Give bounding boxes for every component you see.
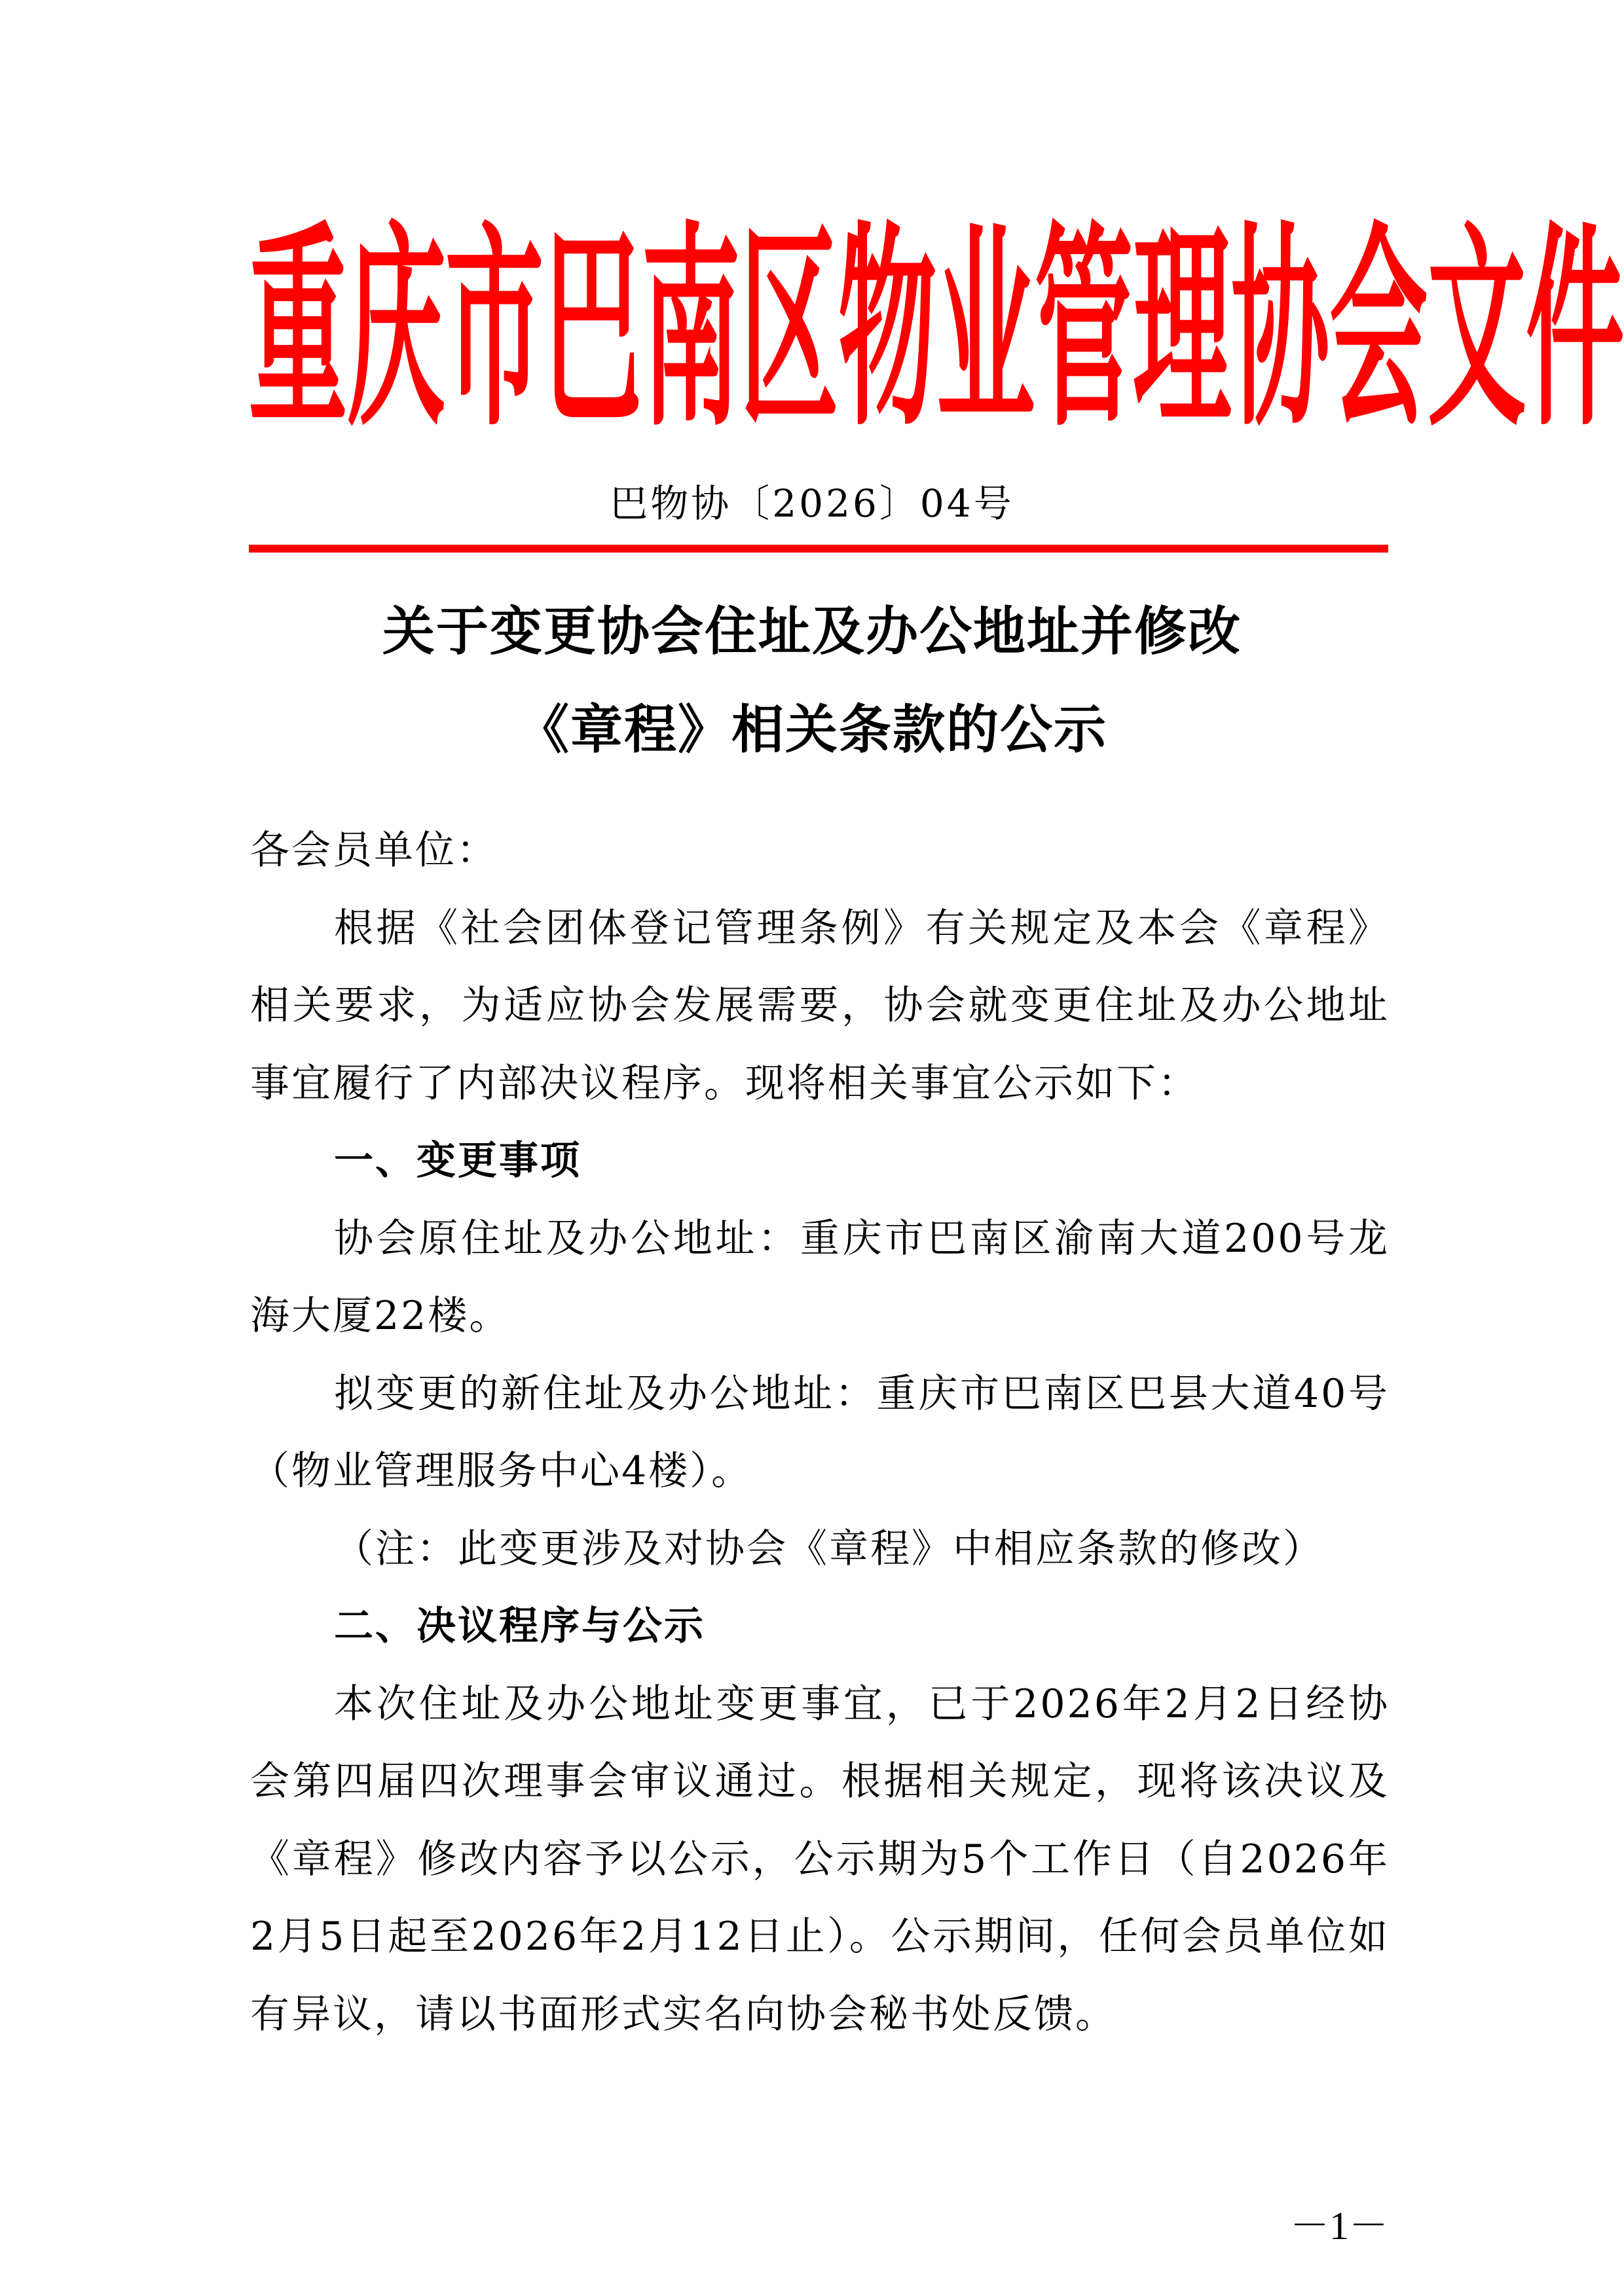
section-1-heading: 一、变更事项 — [334, 1138, 581, 1184]
intro-paragraph: 根据《社会团体登记管理条例》有关规定及本会《章程》相关要求，为适应协会发展需要，协会就变更住址及办公地址事宜履行了内部决议程序。现将相关事宜公示如下： — [250, 905, 1390, 1106]
org-masthead-title — [249, 205, 1624, 456]
masthead-char: 管 — [1035, 205, 1134, 456]
page-number: －1－ — [1290, 2204, 1388, 2248]
section-2-heading: 二、决议程序与公示 — [334, 1603, 705, 1649]
document-number: 巴物协〔2026〕04号 — [610, 481, 1014, 526]
masthead-char: 文 — [1428, 205, 1526, 456]
masthead-char: 重 — [249, 205, 348, 456]
red-divider-rule — [249, 545, 1388, 553]
masthead-char: 区 — [740, 205, 839, 456]
masthead-char: 会 — [1329, 205, 1428, 456]
document-title-line-2: 《章程》相关条款的公示 — [517, 699, 1107, 760]
document-title-line-1: 关于变更协会住址及办公地址并修改 — [382, 601, 1242, 662]
masthead-char: 巴 — [544, 205, 642, 456]
masthead-char: 市 — [445, 205, 544, 456]
new-address-paragraph: 拟变更的新住址及办公地址：重庆市巴南区巴县大道40号（物业管理服务中心4楼）。 — [250, 1370, 1390, 1494]
salutation: 各会员单位： — [250, 828, 498, 873]
document-body — [250, 812, 1390, 2053]
masthead-char: 南 — [642, 205, 741, 456]
masthead-char: 件 — [1526, 205, 1624, 456]
masthead-char: 物 — [838, 205, 937, 456]
old-address-paragraph: 协会原住址及办公地址：重庆市巴南区渝南大道200号龙海大厦22楼。 — [250, 1215, 1390, 1339]
masthead-char: 协 — [1231, 205, 1330, 456]
resolution-paragraph: 本次住址及办公地址变更事宜，已于2026年2月2日经协会第四届四次理事会审议通过。根据相关规定，现将该决议及《章程》修改内容予以公示，公示期为5个工作日（自2026年2月5日起至2026年2月12日止）。公示期间，任何会员单位如有异议，请以书面形式实名向协会秘书处反馈。 — [250, 1681, 1390, 2037]
masthead-char: 业 — [936, 205, 1035, 456]
masthead-char: 理 — [1133, 205, 1232, 456]
masthead-char: 庆 — [347, 205, 446, 456]
amendment-note: （注：此变更涉及对协会《章程》中相应条款的修改） — [334, 1525, 1324, 1572]
